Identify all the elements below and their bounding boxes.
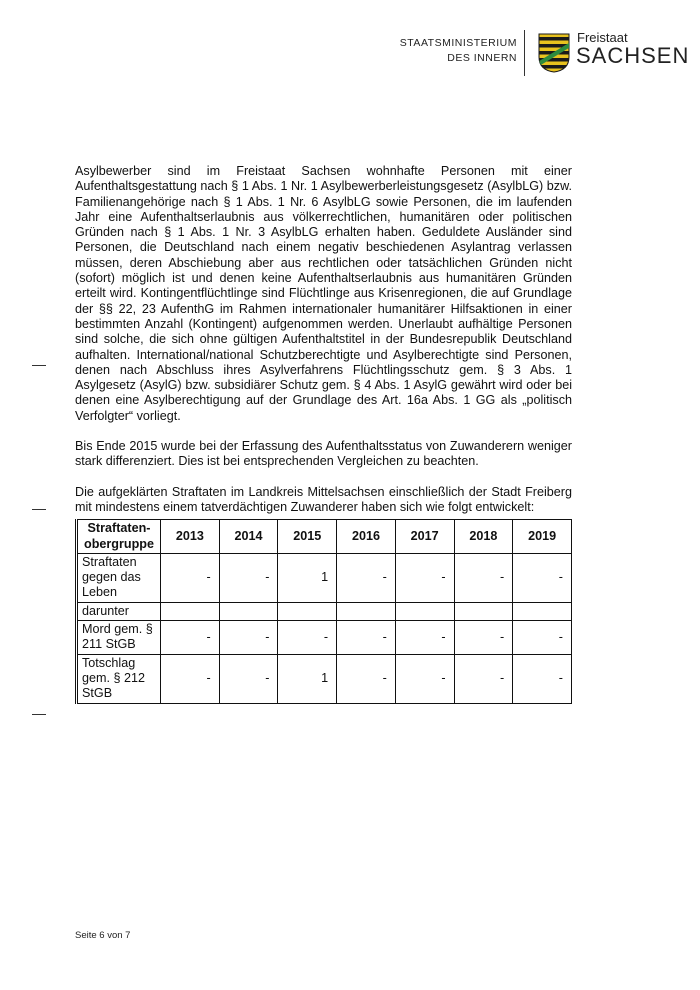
table-header-row [77, 520, 572, 554]
page-number: Seite 6 von 7 [75, 930, 131, 941]
coat-of-arms-icon [538, 33, 570, 73]
table-cell [337, 602, 396, 620]
table-cell [395, 602, 454, 620]
paragraph-note: Bis Ende 2015 wurde bei der Erfassung des Aufenthaltsstatus von Zuwanderern weniger stark differenziert. Dies ist bei entsprechenden Vergleichen zu beachten. [75, 439, 572, 469]
column-header-year: 2017 [395, 520, 454, 554]
ministry-name [400, 36, 517, 66]
table-cell: 1 [278, 553, 337, 602]
row-label: darunter [77, 602, 161, 620]
table-cell: - [395, 553, 454, 602]
table-row [77, 602, 572, 620]
header-divider [524, 30, 525, 76]
table-cell: - [513, 621, 572, 655]
column-header-year: 2016 [337, 520, 396, 554]
table-cell: - [278, 621, 337, 655]
table-cell: - [337, 654, 396, 703]
table-cell [278, 602, 337, 620]
table-cell: - [337, 621, 396, 655]
table-cell: 1 [278, 654, 337, 703]
row-label: Straftaten gegen das Leben [77, 553, 161, 602]
row-label: Totschlag gem. § 212 StGB [77, 654, 161, 703]
row-label: Mord gem. § 211 StGB [77, 621, 161, 655]
column-header-year: 2019 [513, 520, 572, 554]
table-cell: - [454, 654, 513, 703]
table-cell: - [161, 621, 220, 655]
table-cell: - [513, 654, 572, 703]
column-header-year: 2013 [161, 520, 220, 554]
ministry-line-1: STAATSMINISTERIUM [399, 37, 517, 49]
table-cell: - [454, 553, 513, 602]
table-cell: - [513, 553, 572, 602]
state-label-large: SACHSEN [576, 43, 690, 68]
table-cell [219, 602, 278, 620]
table-cell: - [395, 654, 454, 703]
table-cell: - [395, 621, 454, 655]
document-body [75, 164, 572, 704]
paragraph-definitions: Asylbewerber sind im Freistaat Sachsen wohnhafte Personen mit einer Aufenthaltsgestattung nach § 1 Abs. 1 Nr. 1 Asylbewerberleistungsgesetz (AsylbLG) bzw. Familienangehörige nach § 1 Abs. 1 Nr. 6 AsylbLG sowie Personen, die im laufenden Jahr eine Aufenthaltserlaubnis aus völkerrechtlichen, humanitären oder politischen Gründen nach § 1 Abs. 1 Nr. 3 AsylbLG erhalten haben. Geduldete Ausländer sind Personen, die Deutschland nach einem negativ beschiedenen Asylantrag verlassen müssen, deren Abschiebung aber aus rechtlichen oder tatsächlichen Gründen nicht (sofort) möglich ist und denen keine Aufenthaltserlaubnis aus humanitären Gründen erteilt wird. Kontingentflüchtlinge sind Flüchtlinge aus Krisenregionen, die auf Grundlage der §§ 22, 23 AufenthG im Rahmen internationaler humanitärer Hilfsaktionen in einer bestimmten Anzahl (Kontingent) aufgenommen werden. Unerlaubt aufhältige Personen sind solche, die sich ohne gültigen Aufenthaltstitel in der Bundesrepublik Deutschland aufhalten. International/national Schutzberechtigte und Asylberechtigte sind Personen, denen nach Abschluss ihres Asylverfahrens Flüchtlingsschutz gem. § 3 Abs. 1 Asylgesetz (AsylG) bzw. subsidiärer Schutz gem. § 4 Abs. 1 AsylG gewährt wird oder bei denen eine Asylberechtigung auf der Grundlage des Art. 16a Abs. 1 GG als „politisch Verfolgter“ vorliegt. [75, 164, 572, 423]
table-cell [161, 602, 220, 620]
table-row [77, 621, 572, 655]
table-cell: - [161, 553, 220, 602]
table-cell: - [219, 654, 278, 703]
table-cell: - [219, 621, 278, 655]
ministry-line-2: DES INNERN [447, 52, 517, 64]
margin-mark [32, 509, 46, 510]
state-label-small: Freistaat [577, 30, 628, 45]
table-cell [454, 602, 513, 620]
table-cell: - [219, 553, 278, 602]
table-cell [513, 602, 572, 620]
table-row [77, 553, 572, 602]
crime-statistics-table [75, 519, 572, 703]
column-header-year: 2014 [219, 520, 278, 554]
column-header-category: Straftaten-obergruppe [77, 520, 161, 554]
table-cell: - [337, 553, 396, 602]
margin-mark [32, 365, 46, 366]
table-row [77, 654, 572, 703]
table-cell: - [161, 654, 220, 703]
table-cell: - [454, 621, 513, 655]
paragraph-intro-table: Die aufgeklärten Straftaten im Landkreis Mittelsachsen einschließlich der Stadt Freiberg mit mindestens einem tatverdächtigen Zuwanderer haben sich wie folgt entwickelt: [75, 484, 572, 514]
margin-mark [32, 714, 46, 715]
column-header-year: 2015 [278, 520, 337, 554]
column-header-year: 2018 [454, 520, 513, 554]
